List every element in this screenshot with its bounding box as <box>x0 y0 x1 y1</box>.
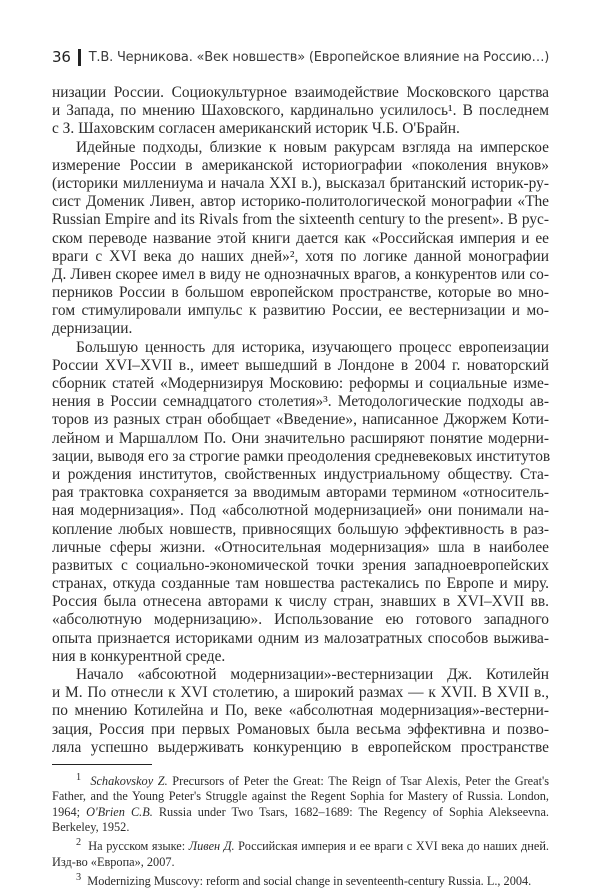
text-line: зация, Россия при первых Романовых была весьма эффективна и позво- <box>52 720 549 738</box>
text-line: России XVI–XVII в., имеет вышедший в Лондоне в 2004 г. новаторский <box>52 356 549 374</box>
text-line: ском переводе название этой книги дается как «Российская империя и ее <box>52 229 549 247</box>
footnote-text: Modernizing Muscovy: reform and social change in seventeenth-century Russia. L., 2004. <box>87 874 532 889</box>
text-line: и М. По отнесли к XVI столетию, а широкий размах — к XVII. В XVII в., <box>52 684 549 702</box>
text-line: (историки миллениума и начала XXI в.), высказал британский историк-ру- <box>52 174 549 192</box>
footnote-3-line <box>52 870 549 889</box>
text-line: измерение России в американской историографии «поколения внуков» <box>52 156 549 174</box>
footnote-text: Precursors of Peter the Great: The Reign of Tsar Alexis, Peter the Great's <box>167 774 549 789</box>
footnote-mark: 3 <box>76 871 82 883</box>
footnote-author: Schakovskoy Z. <box>90 774 168 789</box>
text-line: дернизации. <box>52 320 133 338</box>
text-line: лейном и Маршаллом По. Они значительно расширяют понятие модерни- <box>52 429 549 447</box>
page-number: 36 <box>52 48 71 66</box>
text-line: странах, откуда созданные там новшества растекались по Европе и миру. <box>52 575 549 593</box>
footnote-1-line <box>52 805 549 820</box>
text-line: ния в конкурентной среде. <box>52 647 226 665</box>
running-header <box>52 48 549 66</box>
text-line: Россия была отнесена авторами к числу стран, знавших в XVI–XVII вв. <box>52 593 549 611</box>
text-line: с З. Шаховским согласен американский историк Ч.Б. О'Брайн. <box>52 120 460 138</box>
text-line: копление любых новшеств, привносящих большую эффективность в раз- <box>52 520 549 538</box>
footnote-2-line <box>52 835 549 854</box>
footnote-mark: 2 <box>76 837 82 849</box>
text-line: развитых с социально-экономической точки зрения западноевропейских <box>52 556 549 574</box>
text-line: ляла успешно выдерживать конкуренцию в европейском пространстве <box>52 738 549 756</box>
main-text <box>52 84 549 757</box>
text-line: ная модернизация». Под «абсолютной модернизацией» они понимали на- <box>52 502 549 520</box>
footnote-author: Ливен Д. <box>188 839 235 854</box>
text-line: Д. Ливен скорее имел в виду не однозначных врагов, а конкурентов или со- <box>52 265 549 283</box>
text-line: «абсолютную модернизацию». Использование ею готового западного <box>52 611 549 629</box>
footnote-author: O'Brien C.B. <box>86 804 153 819</box>
text-line: по мнению Котилейна и По, веке «абсолютная модернизация»-вестерни- <box>52 702 549 720</box>
text-line: зации, выводя его за строгие рамки преодоления средневековых институтов <box>52 447 551 465</box>
text-line: торов из разных стран обобщает «Введение», написанное Джоржем Коти- <box>52 411 549 429</box>
text-line: опыта признается историками одним из малозатратных способов выжива- <box>52 629 549 647</box>
footnote-text: На русском языке: <box>88 839 189 854</box>
footnote-text: 1964; <box>52 804 87 819</box>
text-line: и рождения институтов, свойственных индустриальному обществу. Ста- <box>52 465 549 483</box>
footnote-mark: 1 <box>76 772 82 783</box>
footnote-rule <box>52 764 152 765</box>
running-title: Т.В. Черникова. «Век новшеств» (Европейское влияние на Россию…) <box>88 49 550 65</box>
text-line: личные сферы жизни. «Относительная модернизация» шла в наиболее <box>52 538 549 556</box>
header-divider <box>78 49 81 66</box>
text-line: перников России в большом европейском пространстве, которые во мно- <box>52 284 549 302</box>
text-line: Идейные подходы, близкие к новым ракурсам взгляда на имперское <box>76 138 549 156</box>
footnote-1-line <box>52 770 549 789</box>
footnote-1-line: Father, and the Young Peter's Struggle against the Regent Sophia for Mastery of Russia. London, <box>52 789 549 804</box>
text-line: гом стимулировали импульс к развитию России, ее вестернизации и мо- <box>52 302 549 320</box>
text-line: низации России. Социокультурное взаимодействие Московского царства <box>52 84 549 101</box>
footnote-text: Russia under Two Tsars, 1682–1689: The Regency of Sophia Alekseevna. <box>152 804 549 819</box>
text-line: нения в России семнадцатого столетия»³. Методологические подходы ав- <box>52 393 549 411</box>
text-line: сборник статей «Модернизируя Московию: реформы и социальные изме- <box>52 375 549 392</box>
text-line: Russian Empire and its Rivals from the sixteenth century to the present». В рус- <box>52 211 549 229</box>
text-line: враги с XVI века до наших дней»², хотя по логике данной монографии <box>52 247 549 265</box>
footnote-1-line: Berkeley, 1952. <box>52 819 130 834</box>
text-line: Большую ценность для историка, изучающего процесс европеизации <box>76 338 549 356</box>
text-line: Начало «абсоютной модернизации»-вестернизации Дж. Котилейн <box>76 666 549 683</box>
footnotes <box>52 770 549 889</box>
text-line: рая трактовка сохраняется за вводимым авторами термином «относитель- <box>52 484 549 502</box>
footnote-text: Российская империя и ее враги с XVI века до наших дней. <box>234 839 549 854</box>
text-line: сист Доменик Ливен, автор историко-политологической монографии «The <box>52 193 549 211</box>
footnote-2-line: Изд-во «Европа», 2007. <box>52 854 175 869</box>
text-line: и Запада, по мнению Шаховского, кардинально усилилось¹. В последнем <box>52 102 549 120</box>
